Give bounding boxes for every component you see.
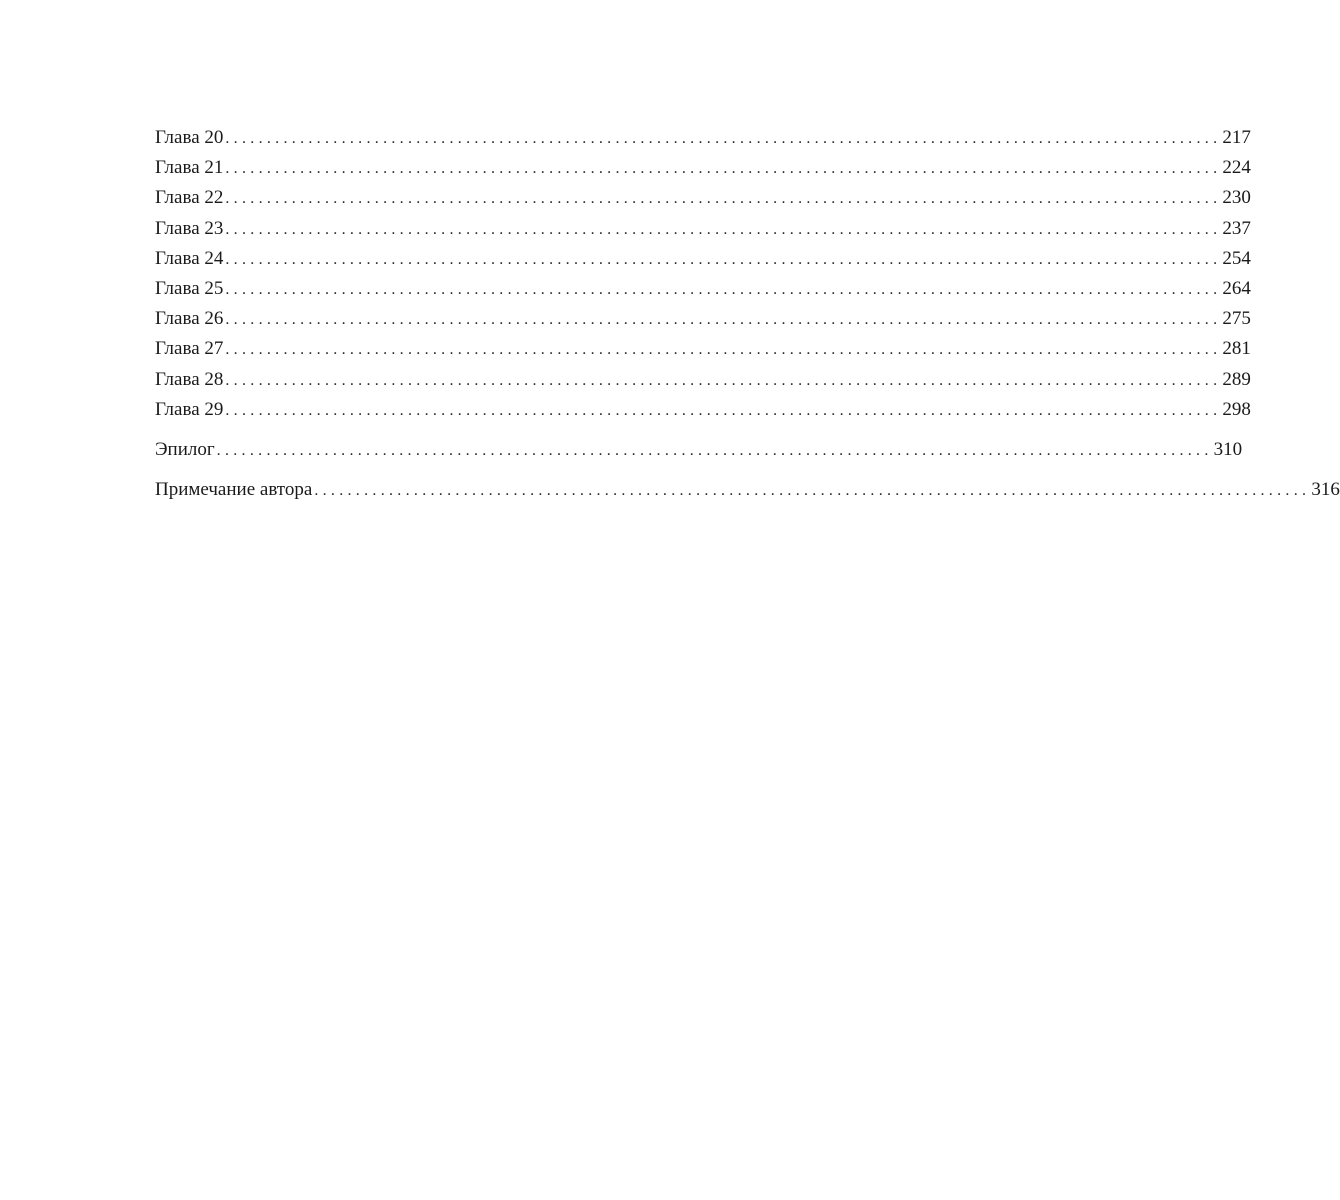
toc-leader-dots: ........................................................................................................................ (314, 482, 1311, 500)
toc-entry-chapter-24[interactable] (155, 244, 1251, 274)
toc-entry-chapter-22[interactable] (155, 183, 1251, 213)
toc-leader-dots: ........................................................................................................................ (225, 250, 1222, 268)
toc-entry-title: Глава 21 (155, 157, 224, 179)
toc-entry-chapter-29[interactable] (155, 395, 1251, 425)
toc-entry-title: Глава 20 (155, 127, 224, 148)
toc-entry-page: 217 (1222, 127, 1251, 148)
toc-entry-title: Глава 29 (155, 398, 224, 420)
toc-leader-dots: ........................................................................................................................ (225, 371, 1222, 389)
toc-entry-author-note[interactable] (155, 475, 1340, 505)
toc-entry-page: 289 (1222, 368, 1251, 390)
toc-leader-dots: ........................................................................................................................ (225, 401, 1222, 419)
toc-leader-dots: ........................................................................................................................ (225, 220, 1222, 238)
toc-entry-chapter-25[interactable] (155, 274, 1251, 304)
toc-entry-title: Глава 22 (155, 187, 224, 209)
toc-entry-chapter-27[interactable] (155, 334, 1251, 364)
toc-entry-page: 316 (1311, 479, 1340, 501)
toc-leader-dots: ........................................................................................................................ (225, 160, 1222, 178)
toc-entry-title: Глава 23 (155, 217, 224, 239)
toc-entry-page: 310 (1213, 438, 1243, 460)
toc-entry-page: 281 (1222, 338, 1251, 360)
toc-entry-page: 224 (1222, 157, 1251, 179)
toc-leader-dots: ........................................................................................................................ (225, 341, 1222, 359)
toc-leader-dots: ........................................................................................................................ (216, 441, 1213, 459)
toc-entry-page: 264 (1222, 277, 1251, 299)
toc-entry-title: Глава 28 (155, 368, 224, 390)
toc-entry-epilogue[interactable] (155, 435, 1243, 465)
toc-entry-title: Эпилог (155, 438, 215, 460)
toc-leader-dots: ........................................................................................................................ (225, 311, 1222, 329)
toc-entry-chapter-21[interactable] (155, 153, 1251, 183)
toc-entry-title: Глава 27 (155, 338, 224, 360)
toc-entry-title: Примечание автора (155, 479, 313, 501)
table-of-contents (155, 123, 1340, 505)
toc-leader-dots: ........................................................................................................................ (225, 190, 1222, 208)
toc-entry-page: 275 (1222, 308, 1251, 330)
toc-entry-chapter-26[interactable] (155, 304, 1251, 334)
toc-entry-page: 298 (1222, 398, 1251, 420)
toc-entry-title: Глава 25 (155, 277, 224, 299)
toc-leader-dots: ........................................................................................................................ (225, 280, 1222, 298)
toc-entry-page: 237 (1222, 217, 1251, 239)
toc-entry-page: 254 (1222, 247, 1251, 269)
toc-entry-title: Глава 26 (155, 308, 224, 330)
toc-entry-title: Глава 24 (155, 247, 224, 269)
toc-entry-chapter-20[interactable] (155, 123, 1251, 153)
toc-entry-chapter-23[interactable] (155, 214, 1251, 244)
toc-leader-dots: ........................................................................................................................ (225, 130, 1222, 147)
toc-entry-chapter-28[interactable] (155, 365, 1251, 395)
toc-entry-page: 230 (1222, 187, 1251, 209)
